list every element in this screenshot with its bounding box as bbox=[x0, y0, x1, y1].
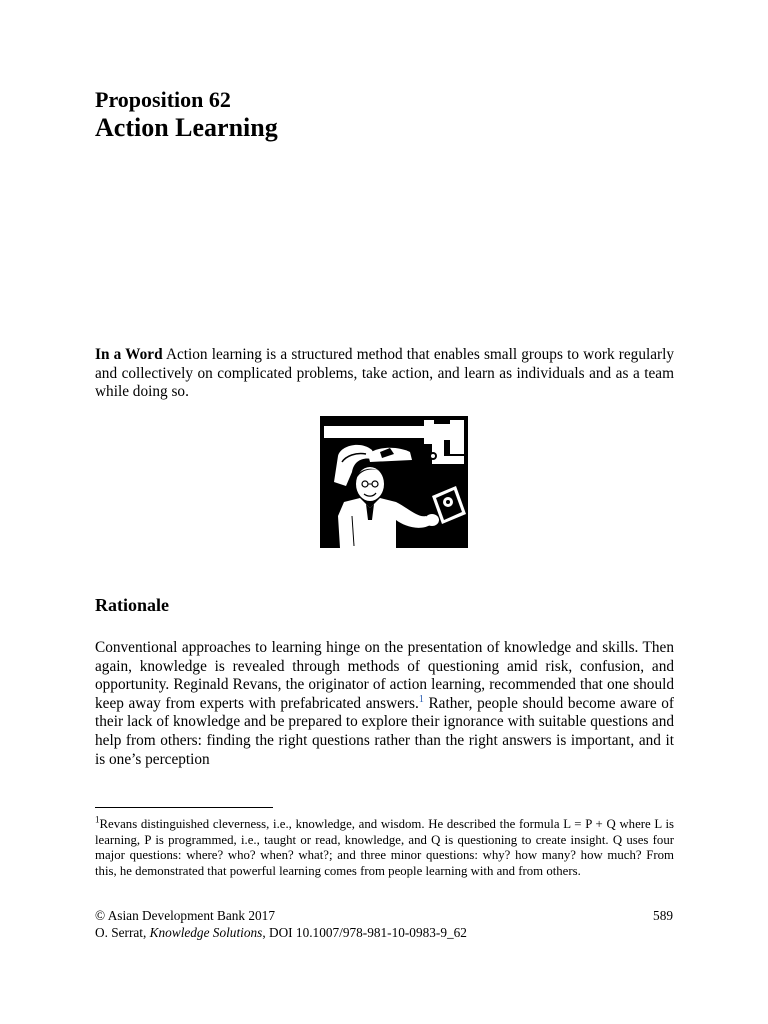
citation-doi[interactable]: , DOI 10.1007/978-981-10-0983-9_62 bbox=[262, 925, 467, 940]
in-a-word-text: Action learning is a structured method that enables small groups to work regularly and collectively on complicated problems, take action, and learn as individuals and as a team while doing so. bbox=[95, 346, 674, 401]
rationale-paragraph bbox=[95, 639, 674, 769]
in-a-word-paragraph bbox=[95, 346, 674, 402]
footnote-number: 1 bbox=[95, 814, 100, 825]
citation-author: O. Serrat, bbox=[95, 925, 150, 940]
footnote-reference-link[interactable]: 1 bbox=[418, 693, 424, 705]
rationale-text-part-2: Rather, people should become aware of their lack of knowledge and be prepared to explore their ignorance with suitable questions and help from others: finding the right questions rather than the right answers is important, and it is one’s perception bbox=[95, 694, 674, 768]
footnote-text: Revans distinguished cleverness, i.e., knowledge, and wisdom. He described the formula L = P + Q where L is learning, P is programmed, i.e., taught or read, knowledge, and Q is questioning to create insight. Q uses four major questions: where? who? when? what?; and three minor questions: why? how many? how much? From this, he demonstrated that powerful learning comes from people learning with and from others. bbox=[95, 817, 674, 878]
footnote bbox=[95, 814, 674, 879]
section-heading-rationale: Rationale bbox=[95, 595, 169, 615]
citation-book-title: Knowledge Solutions bbox=[149, 925, 263, 940]
citation-line bbox=[95, 925, 467, 941]
action-learning-illustration bbox=[320, 416, 468, 548]
page-number: 589 bbox=[653, 908, 673, 923]
chapter-label: Proposition 62 bbox=[95, 87, 231, 112]
rationale-text-part-1: Conventional approaches to learning hinge on the presentation of knowledge and skills. Then again, knowledge is revealed through methods of questioning amid risk, confusion, and opportunity. Reginald Revans, the originator of action learning, recommended that one should keep away from experts with prefabricated answers. bbox=[95, 639, 674, 712]
footnote-divider bbox=[95, 807, 273, 808]
in-a-word-lead: In a Word bbox=[95, 346, 163, 363]
copyright-line: © Asian Development Bank 2017 bbox=[95, 908, 275, 923]
chapter-title: Action Learning bbox=[95, 113, 278, 142]
